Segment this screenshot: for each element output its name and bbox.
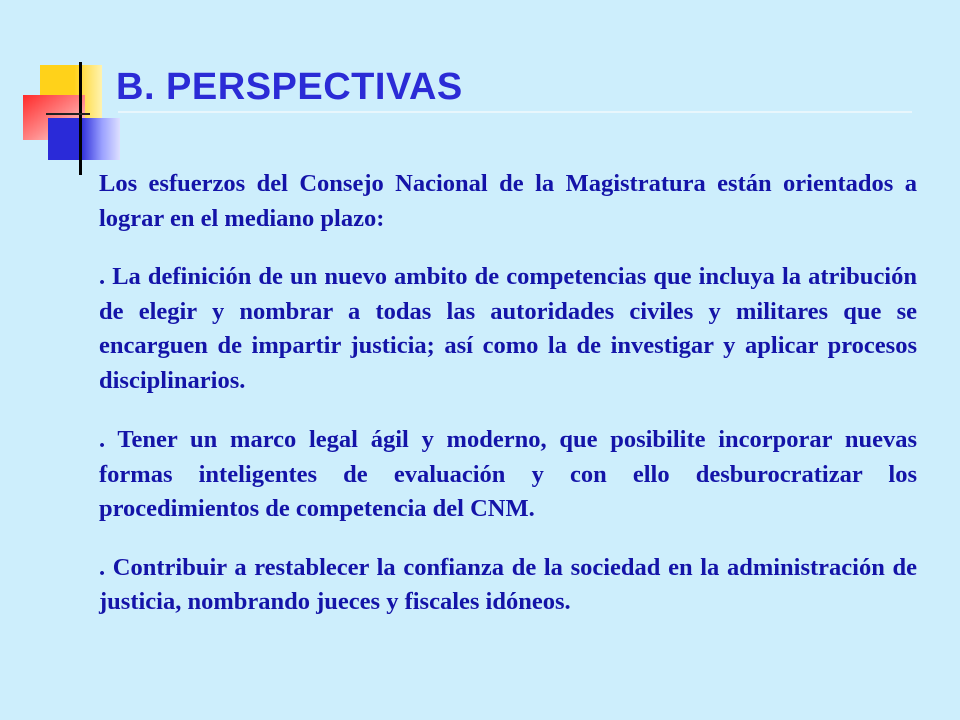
- decorative-horizontal-line: [46, 113, 90, 115]
- title-underline: [118, 111, 912, 113]
- decorative-vertical-line: [79, 62, 82, 175]
- intro-paragraph: Los esfuerzos del Consejo Nacional de la Magistratura están orientados a lograr en el mediano plazo:: [99, 170, 917, 232]
- bullet-paragraph-confianza: . Contribuir a restablecer la confianza de la sociedad en la administración de justicia, nombrando jueces y fiscales idóneos.: [99, 553, 917, 615]
- slide-body: [99, 167, 917, 620]
- bullet-paragraph-competencias: . La definición de un nuevo ambito de competencias que incluya la atribución de elegir y nombrar a todas las autoridades civiles y militares que se encarguen de impartir justicia; así como la de investigar y aplicar procesos disciplinarios.: [99, 263, 917, 394]
- decorative-blue-square: [48, 118, 120, 160]
- slide-title: B. PERSPECTIVAS: [116, 66, 463, 108]
- bullet-paragraph-marco-legal: . Tener un marco legal ágil y moderno, que posibilite incorporar nuevas formas inteligentes de evaluación y con ello desburocratizar los procedimientos de competencia del CNM.: [99, 426, 917, 522]
